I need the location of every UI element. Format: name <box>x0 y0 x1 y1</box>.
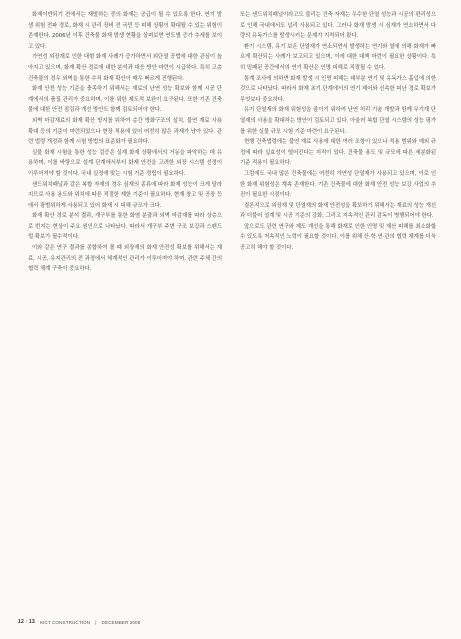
left-paragraph-6: 샌드위치패널과 같은 복합 자재의 경우 심재의 종류에 따라 화재 성능이 크게 달라지므로 사용 용도와 위치에 따른 적절한 제한 기준이 필요하다. 현재 창고 및 공장 등에서 광범위하게 사용되고 있어 화재 시 피해 규모가 크다. <box>28 181 222 209</box>
page-footer <box>18 617 140 627</box>
page-number: 12 · 13 <box>18 619 35 625</box>
left-paragraph-2: 가연성 외장재로 인한 대형 화재 사례가 증가하면서 외단열 공법에 대한 관심이 높아지고 있으며, 화재 확산 경로에 대한 분석과 대응 방안 마련이 시급하다. 특히 고층 건축물의 경우 외벽을 통한 수직 화재 확산이 매우 빠르게 진행된다. <box>28 54 222 82</box>
right-paragraph-3: 통계 조사에 의하면 화재 발생 시 인명 피해는 대부분 연기 및 유독가스 흡입에 의한 것으로 나타났다. 따라서 화재 초기 단계에서의 연기 제어와 신속한 피난 경로 확보가 무엇보다 중요하다. <box>240 75 436 103</box>
left-paragraph-1: 화재이반되기 전에서는 재발하는 중의 화재는 공급이 될 수 있도록 한다. 연기 발생 위험 전파 경로, 화재 시 관리 장비 전 국민 등 피해 상황이 확대될 수 있는 위험이 존재한다. 2006년 이후 건축물 화재 발생 현황을 살펴보면 연도별 증가 추세를 보이고 있다. <box>28 12 222 50</box>
right-text-column <box>240 10 436 254</box>
left-paragraph-4: 외벽 마감재료의 화재 확산 방지를 위하여 층간 방화구조의 설치, 불연 재료 사용 확대 등의 기준이 마련되었으나 현장 적용에 있어 여전히 많은 과제가 남아 있다. 관련 법령 개정과 함께 시험 방법의 표준화가 필요하다. <box>28 117 222 146</box>
right-paragraph-1: 또는 샌드위치패널이라고도 불리는 건축 자재는 우수한 단열 성능과 시공의 편리성으로 인해 국내에서도 널리 사용되고 있다. 그러나 화재 발생 시 심재가 연소하면서 다량의 유독가스를 발생시키는 문제가 지적되어 왔다. <box>240 12 436 40</box>
right-paragraph-7: 결론적으로 외장재 및 단열재의 화재 안전성을 확보하기 위해서는 재료의 성능 개선과 더불어 설계 및 시공 기준의 강화, 그리고 지속적인 관리 감독이 병행되어야 한다. <box>240 202 436 220</box>
right-paragraph-2: 환기 시스템, 유기 보온 단열재가 연소되면서 발생하는 연기와 열에 의해 화재가 빠르게 확산되는 사례가 보고되고 있으며, 이에 대한 대책 마련이 필요한 상황이다. 특히 밀폐된 공간에서의 연기 확산은 인명 피해로 직결될 수 있다. <box>240 43 436 71</box>
left-paragraph-7: 화재 확산 경로 분석 결과, 개구부를 통한 화염 분출과 외벽 마감재를 따라 상층으로 번지는 현상이 주요 원인으로 나타났다. 따라서 개구부 주변 구조 보강과 스팬드럴 확보가 필수적이다. <box>28 213 222 241</box>
left-paragraph-3: 화재 안전 성능 기준을 충족하기 위해서는 재료의 난연 성능 확보와 함께 시공 단계에서의 품질 관리가 중요하며, 이를 위한 제도적 보완이 요구된다. 또한 기존 건축물에 대한 안전 점검과 개선 방안도 함께 검토되어야 한다. <box>28 86 222 114</box>
issue-date: DECEMBER 2008 <box>101 619 141 625</box>
right-paragraph-5: 현행 건축법령에는 불연 재료 사용에 대한 여러 조항이 있으나 적용 범위와 예외 규정에 따라 실효성이 떨어진다는 지적이 있다. 건축물 용도 및 규모에 따른 세분화된 기준 적용이 필요하다. <box>240 139 436 167</box>
left-paragraph-8: 이와 같은 연구 결과를 종합하여 볼 때 외장재의 화재 안전성 확보를 위해서는 재료, 시공, 유지관리의 전 과정에서 체계적인 관리가 이루어져야 하며, 관련 주체 간의 협력 체계 구축이 중요하다. <box>28 245 222 273</box>
footer-separator: | <box>95 619 97 625</box>
left-paragraph-5: 실물 화재 시험을 통한 성능 검증은 실제 화재 상황에서의 거동을 파악하는 데 유용하며, 이를 바탕으로 설계 단계에서부터 화재 안전을 고려한 외장 시스템 선정이 이루어져야 할 것이다. 국내 실정에 맞는 시험 기준 정립이 필요하다. <box>28 149 222 177</box>
left-text-column <box>28 10 222 275</box>
right-paragraph-4: 유기 단열재의 화재 위험성을 줄이기 위하여 난연 처리 기술 개발과 함께 무기계 단열재의 사용을 확대하는 방안이 검토되고 있다. 아울러 복합 단열 시스템의 성능 평가를 위한 실물 규모 시험 기준 마련이 요구된다. <box>240 107 436 135</box>
publication-name: KICT CONSTRUCTION <box>39 619 91 625</box>
right-paragraph-6: 그럼에도 국내 많은 건축물에는 여전히 가연성 단열재가 사용되고 있으며, 이로 인한 화재 위험성은 계속 존재한다. 기존 건축물에 대한 화재 안전 성능 보강 사업의 추진이 필요한 시점이다. <box>240 170 436 199</box>
right-paragraph-8: 앞으로도 관련 연구와 제도 개선을 통해 화재로 인한 인명 및 재산 피해를 최소화할 수 있도록 지속적인 노력이 필요할 것이다. 이를 위해 산·학·연·관의 협력 체계를 더욱 공고히 해야 할 것이다. <box>240 223 436 252</box>
